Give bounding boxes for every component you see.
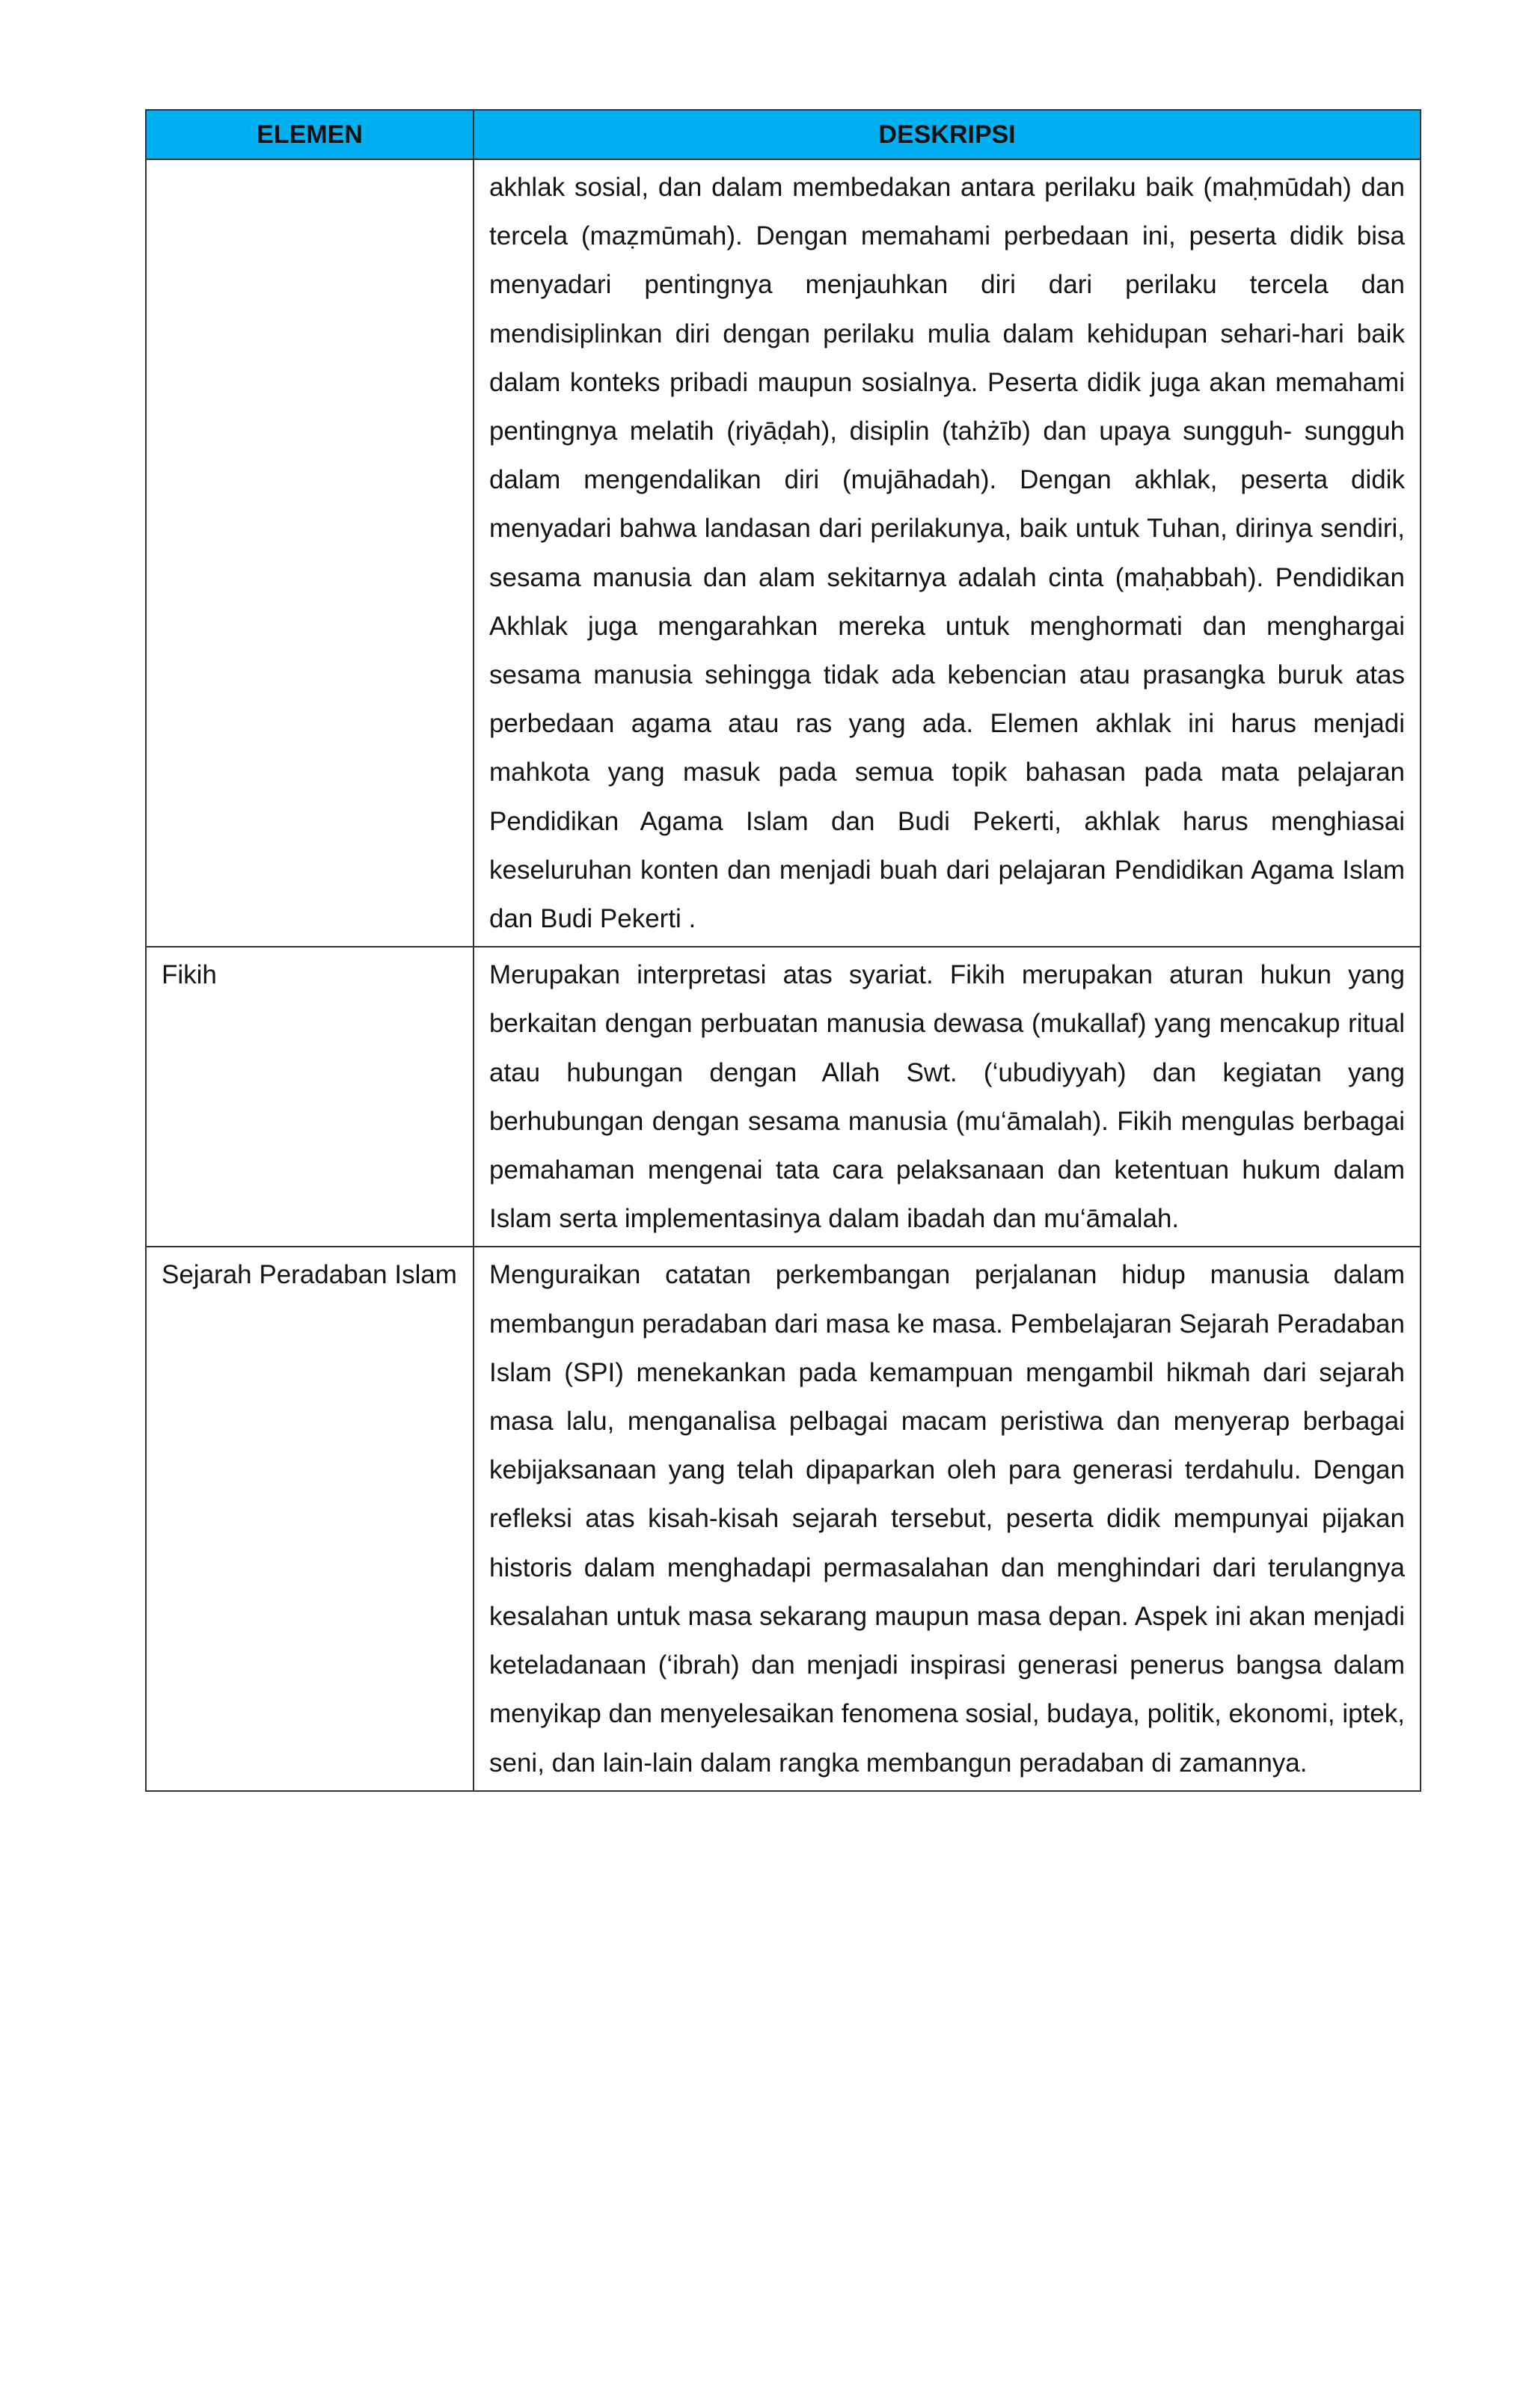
table-row-fikih xyxy=(146,947,1421,1247)
header-elemen: ELEMEN xyxy=(146,110,474,159)
header-deskripsi: DESKRIPSI xyxy=(474,110,1421,159)
deskripsi-cell xyxy=(474,1247,1421,1790)
elemen-cell: Sejarah Peradaban Islam xyxy=(146,1247,474,1790)
elemen-cell xyxy=(146,159,474,947)
deskripsi-text: Menguraikan catatan perkembangan perjalanan hidup manusia dalam membangun peradaban dari masa ke masa. Pembelajaran Sejarah Peradaban Islam (SPI) menekankan pada kemampuan mengambil hikmah dari sejarah masa lalu, menganalisa pelbagai macam peristiwa dan menyerap berbagai kebijaksanaan yang telah dipaparkan oleh para generasi terdahulu. Dengan refleksi atas kisah-kisah sejarah tersebut, peserta didik mempunyai pijakan historis dalam menghadapi permasalahan dan menghindari dari terulangnya kesalahan untuk masa sekarang maupun masa depan. Aspek ini akan menjadi keteladanaan (‘ibrah) dan menjadi inspirasi generasi penerus bangsa dalam menyikap dan menyelesaikan fenomena sosial, budaya, politik, ekonomi, iptek, seni, dan lain-lain dalam rangka membangun peradaban di zamannya. xyxy=(489,1260,1405,1778)
elemen-deskripsi-table xyxy=(145,109,1421,1792)
deskripsi-text: akhlak sosial, dan dalam membedakan antara perilaku baik (maḥmūdah) dan tercela (maẓmūmah). Dengan memahami perbedaan ini, peserta didik bisa menyadari pentingnya menjauhkan diri dari perilaku tercela dan mendisiplinkan diri dengan perilaku mulia dalam kehidupan sehari-hari baik dalam konteks pribadi maupun sosialnya. Peserta didik juga akan memahami pentingnya melatih (riyāḍah), disiplin (tahżīb) dan upaya sungguh- sungguh dalam mengendalikan diri (mujāhadah). Dengan akhlak, peserta didik menyadari bahwa landasan dari perilakunya, baik untuk Tuhan, dirinya sendiri, sesama manusia dan alam sekitarnya adalah cinta (maḥabbah). Pendidikan Akhlak juga mengarahkan mereka untuk menghormati dan menghargai sesama manusia sehingga tidak ada kebencian atau prasangka buruk atas perbedaan agama atau ras yang ada. Elemen akhlak ini harus menjadi mahkota yang masuk pada semua topik bahasan pada mata pelajaran Pendidikan Agama Islam dan Budi Pekerti, akhlak harus menghiasai keseluruhan konten dan menjadi buah dari pelajaran Pendidikan Agama Islam dan Budi Pekerti . xyxy=(489,173,1405,934)
deskripsi-cell xyxy=(474,159,1421,947)
deskripsi-text: Merupakan interpretasi atas syariat. Fikih merupakan aturan hukun yang berkaitan dengan perbuatan manusia dewasa (mukallaf) yang mencakup ritual atau hubungan dengan Allah Swt. (‘ubudiyyah) dan kegiatan yang berhubungan dengan sesama manusia (mu‘āmalah). Fikih mengulas berbagai pemahaman mengenai tata cara pelaksanaan dan ketentuan hukum dalam Islam serta implementasinya dalam ibadah dan mu‘āmalah. xyxy=(489,960,1405,1234)
elemen-cell: Fikih xyxy=(146,947,474,1247)
table-header-row xyxy=(146,110,1421,159)
deskripsi-cell xyxy=(474,947,1421,1247)
table-row-akhlak-continued xyxy=(146,159,1421,947)
table-row-sejarah-peradaban-islam xyxy=(146,1247,1421,1790)
